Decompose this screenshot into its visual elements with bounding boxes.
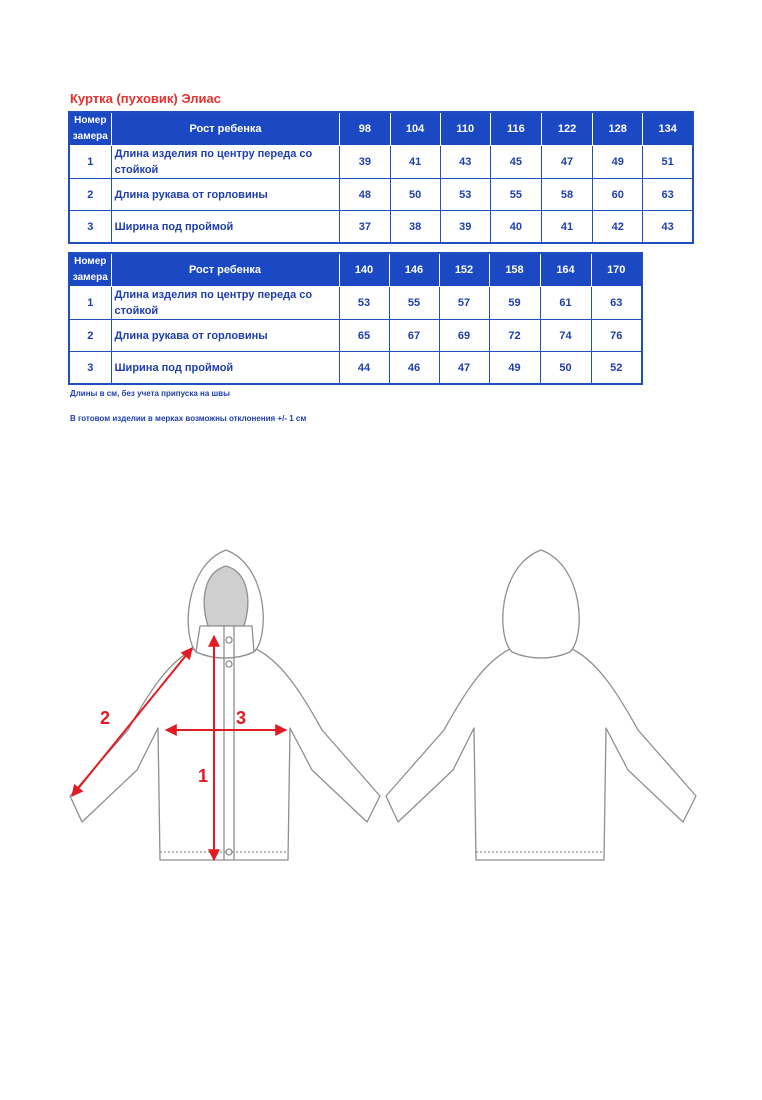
size-header: 152 <box>439 253 489 287</box>
table-row <box>69 146 693 179</box>
cell-value: 44 <box>339 352 389 385</box>
size-header: 146 <box>389 253 439 287</box>
size-header: 164 <box>540 253 591 287</box>
size-header: 116 <box>490 112 541 146</box>
jacket-collar <box>196 626 254 658</box>
cell-value: 41 <box>541 211 592 244</box>
cell-value: 72 <box>489 320 540 352</box>
cell-value: 48 <box>340 179 390 211</box>
row-param: Длина рукава от горловины <box>111 179 340 211</box>
note-seam-allowance: Длины в см, без учета припуска на швы <box>70 389 230 398</box>
cell-value: 76 <box>591 320 642 352</box>
cell-value: 47 <box>439 352 489 385</box>
cell-value: 67 <box>389 320 439 352</box>
size-header: 98 <box>340 112 390 146</box>
param-header: Рост ребенка <box>111 112 340 146</box>
note-tolerance: В готовом изделии в мерках возможны отклонения +/- 1 см <box>70 414 307 423</box>
cell-value: 50 <box>390 179 440 211</box>
cell-value: 38 <box>390 211 440 244</box>
size-header: 158 <box>489 253 540 287</box>
row-param: Длина изделия по центру переда со стойкой <box>111 146 340 179</box>
jacket-front-body <box>70 648 380 860</box>
size-header: 110 <box>440 112 490 146</box>
cell-value: 40 <box>490 211 541 244</box>
table-row <box>69 211 693 244</box>
number-header-line1: Номер <box>74 256 107 267</box>
jacket-back-body <box>386 648 696 860</box>
cell-value: 43 <box>643 211 693 244</box>
cell-value: 37 <box>340 211 390 244</box>
row-param: Длина рукава от горловины <box>111 320 339 352</box>
cell-value: 45 <box>490 146 541 179</box>
jacket-back <box>386 550 696 860</box>
cell-value: 39 <box>440 211 490 244</box>
cell-value: 69 <box>439 320 489 352</box>
cell-value: 43 <box>440 146 490 179</box>
param-header: Рост ребенка <box>111 253 339 287</box>
number-header-line2: замера <box>72 131 108 142</box>
row-number: 3 <box>69 211 111 244</box>
number-header <box>69 253 111 287</box>
size-header: 170 <box>591 253 642 287</box>
number-header-line2: замера <box>72 272 108 283</box>
size-table-2 <box>68 252 643 385</box>
table-row <box>69 287 642 320</box>
cell-value: 42 <box>593 211 643 244</box>
cell-value: 46 <box>389 352 439 385</box>
cell-value: 50 <box>540 352 591 385</box>
measure-length-label: 1 <box>198 766 209 786</box>
cell-value: 57 <box>439 287 489 320</box>
table-row <box>69 179 693 211</box>
jacket-diagram <box>0 540 762 880</box>
cell-value: 60 <box>593 179 643 211</box>
number-header-line1: Номер <box>74 115 107 126</box>
cell-value: 58 <box>541 179 592 211</box>
jacket-back-hood <box>503 550 579 658</box>
cell-value: 49 <box>593 146 643 179</box>
cell-value: 63 <box>591 287 642 320</box>
cell-value: 53 <box>339 287 389 320</box>
cell-value: 61 <box>540 287 591 320</box>
number-header <box>69 112 111 146</box>
row-number: 2 <box>69 320 111 352</box>
measure-width-label: 3 <box>236 708 247 728</box>
cell-value: 59 <box>489 287 540 320</box>
row-param: Ширина под проймой <box>111 211 340 244</box>
cell-value: 41 <box>390 146 440 179</box>
snap-button <box>226 637 232 643</box>
cell-value: 74 <box>540 320 591 352</box>
table-row <box>69 352 642 385</box>
table-header-row <box>69 112 693 146</box>
measure-sleeve-label: 2 <box>100 708 111 728</box>
cell-value: 55 <box>490 179 541 211</box>
product-title: Куртка (пуховик) Элиас <box>70 91 221 106</box>
table-header-row <box>69 253 642 287</box>
row-number: 3 <box>69 352 111 385</box>
snap-button <box>226 661 232 667</box>
size-header: 134 <box>643 112 693 146</box>
cell-value: 65 <box>339 320 389 352</box>
cell-value: 51 <box>643 146 693 179</box>
cell-value: 47 <box>541 146 592 179</box>
jacket-front <box>70 550 380 860</box>
cell-value: 53 <box>440 179 490 211</box>
cell-value: 52 <box>591 352 642 385</box>
snap-button <box>226 849 232 855</box>
size-header: 140 <box>339 253 389 287</box>
row-number: 1 <box>69 146 111 179</box>
size-table-1 <box>68 111 694 244</box>
table-row <box>69 320 642 352</box>
row-number: 1 <box>69 287 111 320</box>
row-param: Длина изделия по центру переда со стойкой <box>111 287 339 320</box>
cell-value: 55 <box>389 287 439 320</box>
row-number: 2 <box>69 179 111 211</box>
size-header: 128 <box>593 112 643 146</box>
cell-value: 49 <box>489 352 540 385</box>
cell-value: 39 <box>340 146 390 179</box>
cell-value: 63 <box>643 179 693 211</box>
row-param: Ширина под проймой <box>111 352 339 385</box>
size-header: 122 <box>541 112 592 146</box>
size-header: 104 <box>390 112 440 146</box>
